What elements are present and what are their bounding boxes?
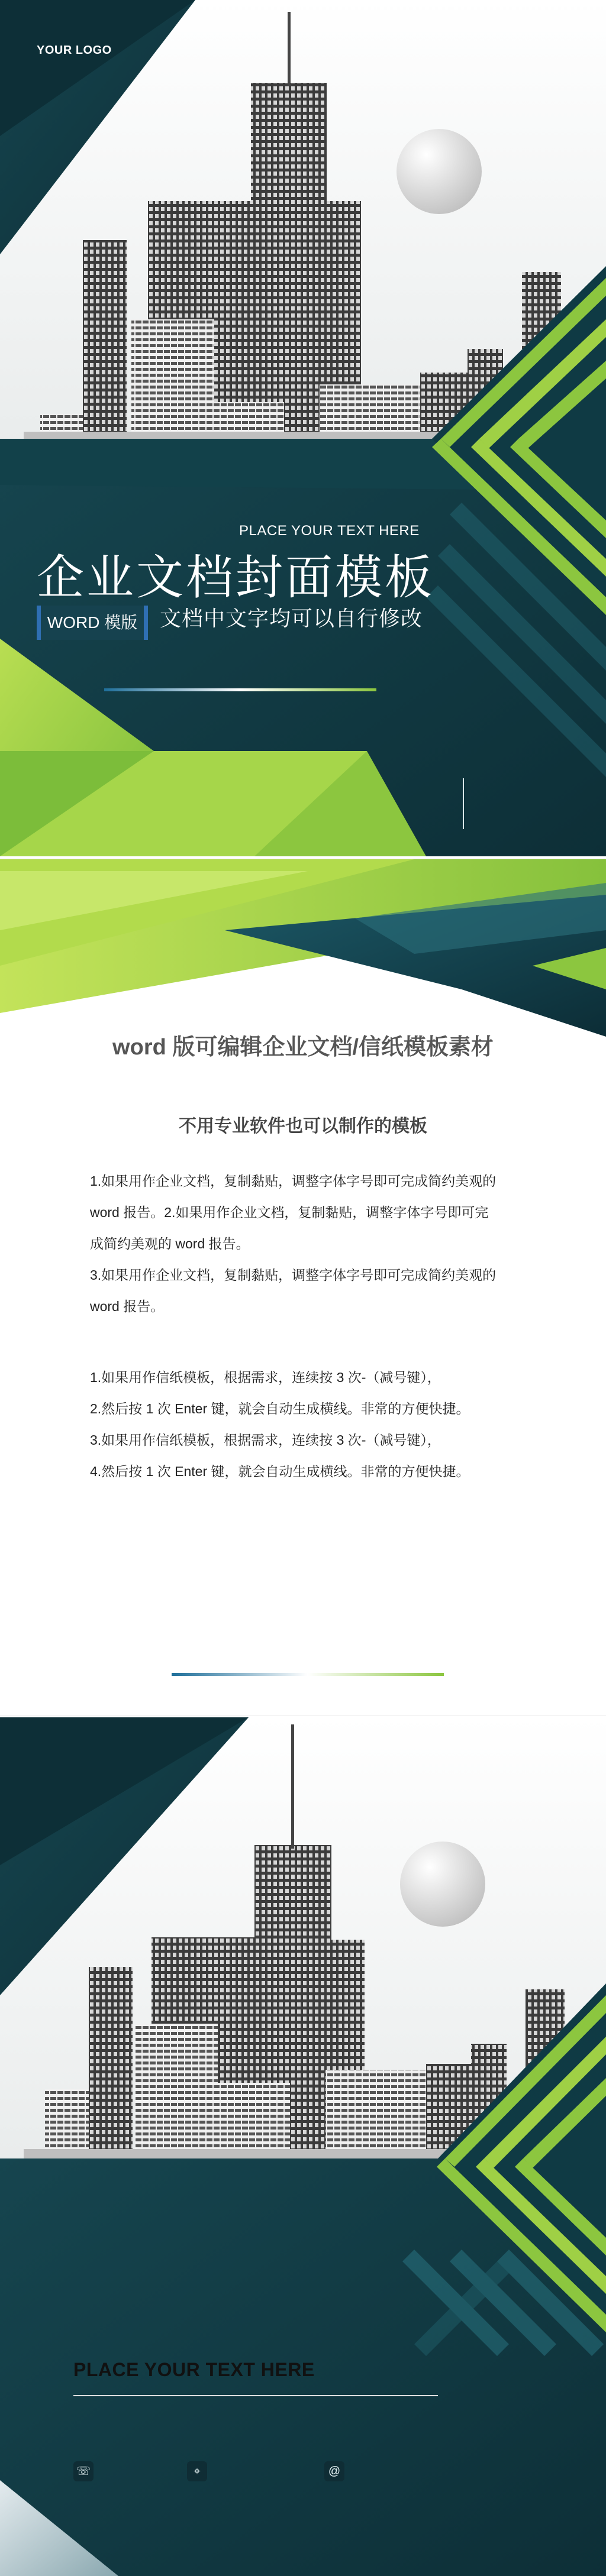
back-cover-background [0, 1717, 606, 2576]
logo-text: YOUR LOGO [37, 44, 112, 57]
paragraph-line: 3.如果用作企业文档，复制黏贴，调整字体字号即可完成简约美观的 [90, 1267, 497, 1283]
paragraph-line: 2.然后按 1 次 Enter 键，就会自动生成横线。非常的方便快捷。 [90, 1401, 470, 1416]
paragraph-line: 3.如果用作信纸模板，根据需求，连续按 3 次-（减号键）， [90, 1432, 441, 1448]
document-footer-line [0, 1669, 606, 1681]
phone-icon: ☏ [73, 2461, 94, 2481]
paragraph-line: 4.然后按 1 次 Enter 键，就会自动生成横线。非常的方便快捷。 [90, 1464, 470, 1479]
back-cover-page [0, 1717, 606, 2576]
cover-title: 企业文档封面模板 [37, 550, 434, 605]
email-icon: @ [324, 2461, 344, 2481]
cover-tagline: 文档中文字均可以自行修改 [160, 607, 423, 631]
document-header-decoration [0, 859, 606, 1048]
back-placeholder-text: PLACE YOUR TEXT HERE [73, 2359, 315, 2380]
cover-page [0, 0, 606, 856]
paragraph-line: 1.如果用作信纸模板，根据需求，连续按 3 次-（减号键）， [90, 1370, 441, 1385]
document-page [0, 859, 606, 1716]
paragraph-line: word 报告。 [90, 1299, 165, 1314]
paragraph-line: 1.如果用作企业文档，复制黏贴，调整字体字号即可完成简约美观的 [90, 1173, 497, 1189]
document-subtitle: 不用专业软件也可以制作的模板 [179, 1117, 427, 1136]
paragraph-line: 成简约美观的 word 报告。 [90, 1236, 250, 1251]
word-badge: WORD 模版 [37, 606, 148, 640]
paragraph-block-1 [90, 1166, 516, 1322]
paragraph-line: word 报告。2.如果用作企业文档，复制黏贴，调整字体字号即可完 [90, 1205, 489, 1220]
paragraph-block-2 [90, 1362, 516, 1487]
cover-placeholder-text: PLACE YOUR TEXT HERE [239, 523, 420, 539]
location-icon: ⌖ [187, 2461, 207, 2481]
cover-background [0, 0, 606, 856]
document-title: word 版可编辑企业文档/信纸模板素材 [112, 1035, 494, 1060]
